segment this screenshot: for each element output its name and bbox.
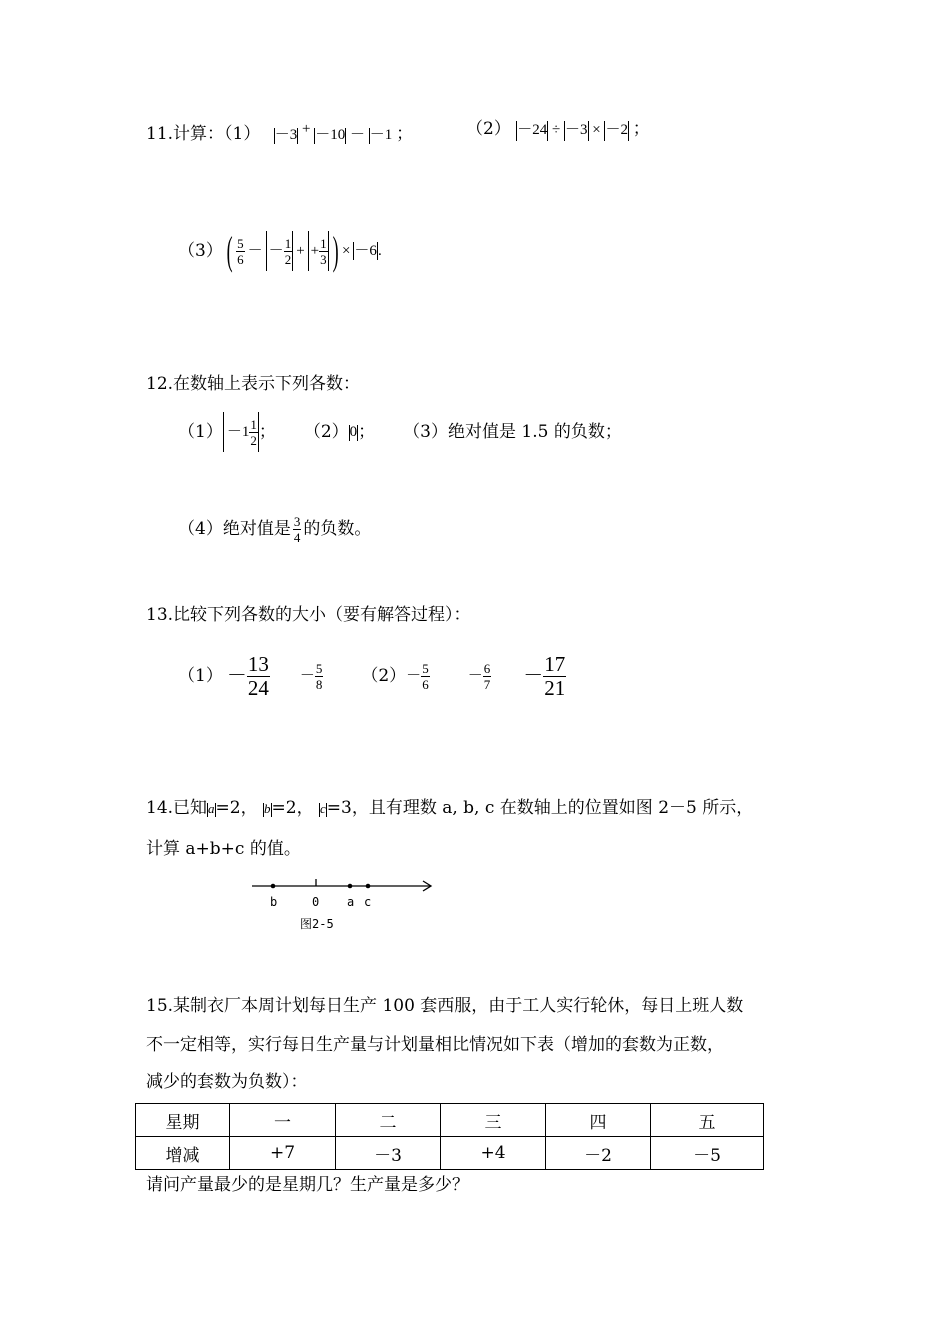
q11-frac3: $\frac{1}{3}$	[320, 235, 327, 267]
q11-part1-label: （1）	[224, 124, 261, 144]
table-cell: 二	[336, 1104, 441, 1137]
q11-abs4: －24	[517, 122, 548, 138]
q13-part1-label: （1）	[178, 666, 223, 686]
q11-times1: ×	[592, 122, 601, 138]
q11-abs7: －6	[354, 243, 377, 259]
q14-eq2: =2，	[271, 798, 314, 818]
point-c	[366, 884, 371, 889]
q11-times2: ×	[341, 243, 351, 259]
q11-frac3-sign: +	[310, 243, 320, 259]
label-zero: 0	[312, 895, 320, 909]
q11-abs5: －3	[564, 122, 588, 138]
q13-label: 13.比较下列各数的大小（要有解答过程）：	[146, 605, 471, 625]
q12-zero: 0	[349, 424, 358, 440]
q13-frac-a: $\frac{13}{24}$	[247, 651, 269, 700]
q12-mixed-frac: $\frac{1}{2}$	[250, 416, 257, 448]
q13-line1	[178, 647, 566, 705]
table-cell: 一	[230, 1104, 336, 1137]
q11-minus1: －	[350, 127, 366, 143]
q11-sep1: ；	[396, 124, 414, 144]
figure-caption: 图2-5	[300, 917, 334, 931]
q14-line1	[146, 797, 753, 820]
q12-part4-b: 的负数。	[303, 519, 372, 539]
q12-sep1: ；	[258, 422, 276, 442]
table-cell: +7	[230, 1137, 336, 1170]
q13-b-sign: －	[299, 668, 315, 684]
q11-frac1: $\frac{5}{6}$	[237, 235, 244, 267]
q11-expr3	[223, 228, 382, 273]
q12-sep2: ；	[358, 422, 376, 442]
q11-end: .	[377, 243, 382, 259]
label-c: c	[364, 895, 372, 909]
label-b: b	[270, 895, 278, 909]
q15-line2: 不一定相等，实行每日生产量与计划量相比情况如下表（增加的套数为正数，	[146, 1035, 724, 1055]
left-paren: (	[226, 228, 233, 273]
point-a	[348, 884, 353, 889]
q11-frac2: $\frac{1}{2}$	[284, 235, 292, 267]
label-a: a	[347, 895, 355, 909]
q11-expr1	[274, 121, 396, 143]
q11-line1	[146, 118, 413, 146]
q11-part2	[466, 118, 650, 141]
production-table	[135, 1103, 764, 1170]
q11-abs1: －3	[274, 127, 298, 143]
q12-part1-label: （1）	[178, 422, 223, 442]
q12-label: 12.在数轴上表示下列各数：	[146, 374, 361, 394]
q13-frac-e: $\frac{17}{21}$	[544, 651, 566, 700]
table-cell: －3	[336, 1137, 441, 1170]
table-cell: 星期	[136, 1104, 230, 1137]
q13-part2-label: （2）	[361, 666, 407, 686]
q14-eq3: =3，且有理数 a, b, c 在数轴上的位置如图 2－5 所示，	[326, 798, 754, 818]
q12-part4-frac: $\frac{3}{4}$	[293, 513, 301, 545]
q11-part3-label: （3）	[178, 241, 223, 261]
q11-expr2	[516, 122, 633, 138]
q14-line2: 计算 a+b+c 的值。	[146, 839, 301, 859]
q12-line2	[178, 507, 371, 551]
q14-abs-c: c	[319, 801, 326, 816]
q11-div: ÷	[552, 122, 561, 138]
table-cell: 四	[546, 1104, 651, 1137]
q11-plus2: +	[296, 243, 305, 259]
q15-line1: 15.某制衣厂本周计划每日生产 100 套西服，由于工人实行轮休，每日上班人数	[146, 996, 744, 1016]
q13-d-sign: －	[467, 668, 483, 684]
table-cell: +4	[441, 1137, 546, 1170]
q15-line3: 减少的套数为负数）：	[146, 1072, 308, 1092]
q11-sep2: ；	[632, 119, 650, 139]
point-b	[271, 884, 276, 889]
q13-frac-b: $\frac{5}{8}$	[315, 660, 323, 692]
q11-minus2: －	[247, 243, 263, 259]
table-row	[136, 1137, 764, 1170]
table-cell: 三	[441, 1104, 546, 1137]
q11-abs3: －1	[369, 127, 393, 143]
table-cell: 增减	[136, 1137, 230, 1170]
q12-part4-a: （4）绝对值是	[178, 519, 291, 539]
table-cell: －5	[651, 1137, 764, 1170]
q12-part2-label: （2）	[303, 422, 349, 442]
q13-frac-c: $\frac{5}{6}$	[422, 660, 429, 692]
q11-frac2-sign: －	[268, 243, 284, 259]
q15-question: 请问产量最少的是星期几？生产量是多少？	[146, 1175, 469, 1195]
q13-a-sign: －	[226, 665, 247, 687]
q14-eq1: =2，	[215, 798, 258, 818]
q12-line1	[178, 410, 622, 454]
q13-frac-d: $\frac{6}{7}$	[483, 660, 491, 692]
table-cell: 五	[651, 1104, 764, 1137]
q11-part3	[178, 227, 382, 275]
q12-expr1	[223, 412, 259, 452]
q11-abs2: －10	[315, 127, 346, 143]
q14-abs-b: b	[264, 801, 271, 816]
q12-part3: （3）绝对值是 1.5 的负数；	[403, 422, 622, 442]
table-cell: －2	[546, 1137, 651, 1170]
number-line-figure	[250, 875, 440, 937]
q11-abs6: －2	[605, 122, 628, 138]
q13-c-sign: －	[406, 668, 422, 684]
q12-mixed-whole: －1	[226, 424, 250, 440]
q14-pre: 14.已知	[146, 798, 208, 818]
q11-part2-label: （2）	[466, 119, 511, 139]
q14-abs-a: a	[208, 801, 215, 816]
q11-label: 11.计算：	[146, 124, 225, 144]
q13-e-sign: －	[523, 665, 544, 687]
q11-plus: +	[302, 121, 311, 137]
right-paren: )	[332, 228, 339, 273]
q12-expr2	[349, 421, 359, 443]
table-header-row	[136, 1104, 764, 1137]
